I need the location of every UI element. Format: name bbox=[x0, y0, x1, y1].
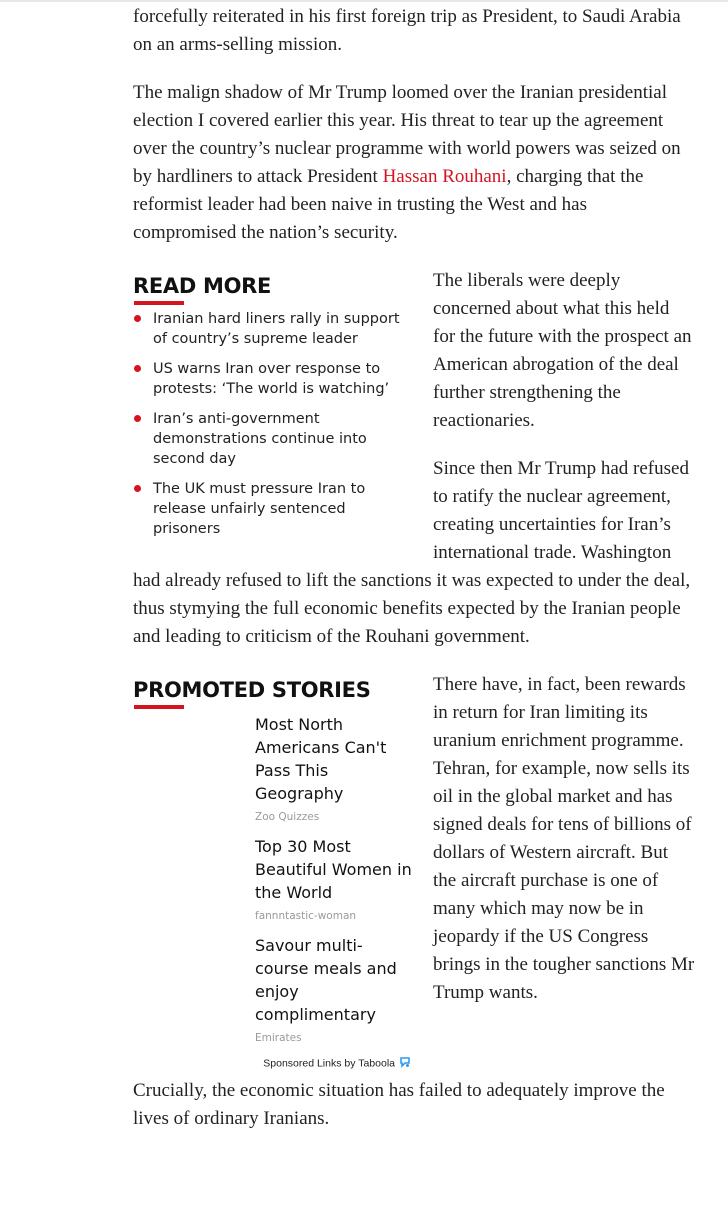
sponsored-links-text[interactable]: Sponsored Links by Taboola bbox=[263, 1057, 395, 1070]
read-more-list bbox=[133, 309, 415, 539]
article-paragraph-5: There have, in fact, been rewards in return for Iran limiting its uranium enrichment programme. Tehran, for example, now sells its oil in the global market and has signed deals for tens of billions of dollars of Western aircraft. But the aircraft purchase is one of many which may now be in jeopardy if the US Congress brings in the tougher sanctions Mr Trump wants. bbox=[433, 674, 695, 1003]
promoted-stories-heading bbox=[133, 673, 415, 713]
bullet-dot-icon bbox=[134, 415, 141, 422]
paragraph-text: , charging that the reformist leader had been naive in trusting the West and has compromised the nation’s security. bbox=[133, 166, 644, 243]
promoted-story[interactable] bbox=[133, 713, 415, 825]
read-more-item[interactable] bbox=[133, 359, 415, 399]
article-paragraph-1: forcefully reiterated in his first foreign trip as President, to Saudi Arabia on an arms-selling mission. bbox=[133, 6, 681, 55]
promoted-story[interactable] bbox=[133, 934, 415, 1046]
article-paragraph-2 bbox=[133, 79, 695, 247]
article-paragraph-6: Crucially, the economic situation has failed to adequately improve the lives of ordinary Iranians. bbox=[133, 1080, 665, 1129]
article-body bbox=[133, 3, 695, 1153]
top-divider bbox=[0, 0, 728, 2]
heading-underline bbox=[134, 301, 184, 305]
promoted-story-thumbnail[interactable] bbox=[133, 837, 243, 917]
promoted-story-thumbnail[interactable] bbox=[133, 715, 243, 795]
promoted-story-title[interactable]: Top 30 Most Beautiful Women in the World bbox=[255, 837, 412, 902]
hassan-rouhani-link[interactable]: Hassan Rouhani bbox=[382, 166, 507, 187]
read-more-link[interactable]: The UK must pressure Iran to release unfairly sentenced prisoners bbox=[153, 481, 366, 537]
promoted-story[interactable] bbox=[133, 835, 415, 924]
article-paragraph-3: The liberals were deeply concerned about what this held for the future with the prospect an American abrogation of the deal further strengthening the reactionaries. bbox=[433, 270, 692, 431]
read-more-link[interactable]: Iran’s anti-government demonstrations continue into second day bbox=[153, 411, 367, 467]
bullet-dot-icon bbox=[134, 315, 141, 322]
promoted-heading-text: PROMOTED STORIES bbox=[133, 678, 371, 702]
read-more-item[interactable] bbox=[133, 409, 415, 469]
read-more-box bbox=[133, 269, 415, 549]
read-more-item[interactable] bbox=[133, 479, 415, 539]
promoted-story-title[interactable]: Most North Americans Can't Pass This Geography bbox=[255, 715, 387, 803]
promoted-story-source: Zoo Quizzes bbox=[255, 811, 320, 823]
read-more-item[interactable] bbox=[133, 309, 415, 349]
bullet-dot-icon bbox=[134, 365, 141, 372]
heading-underline bbox=[134, 705, 184, 709]
read-more-link[interactable]: US warns Iran over response to protests: ‘The world is watching’ bbox=[153, 361, 390, 397]
article-paragraph-4: Since then Mr Trump had refused to ratify the nuclear agreement, creating uncertainties for Iran’s international trade. Washington had already refused to lift the sanctions it was expected to under the deal, thus stymying the full economic benefits expected by the Iranian people and leading to criticism of the Rouhani government. bbox=[133, 458, 691, 647]
bullet-dot-icon bbox=[134, 485, 141, 492]
sponsored-links-label[interactable] bbox=[133, 1056, 415, 1071]
read-more-link[interactable]: Iranian hard liners rally in support of country’s supreme leader bbox=[153, 311, 400, 347]
promoted-story-title[interactable]: Savour multi-course meals and enjoy complimentary bbox=[255, 936, 397, 1024]
promoted-story-source: Emirates bbox=[255, 1032, 302, 1044]
paragraph-text: The malign shadow of Mr Trump loomed over the Iranian presidential election I covered earlier this year. His threat to tear up the agreement over the country’s nuclear programme with world powers was seized on by hardliners to attack President bbox=[133, 82, 681, 187]
read-more-heading-text: READ MORE bbox=[133, 274, 272, 298]
promoted-story-source: fannntastic-woman bbox=[255, 910, 357, 922]
read-more-heading bbox=[133, 269, 415, 309]
promoted-story-thumbnail[interactable] bbox=[133, 936, 243, 1016]
taboola-logo-icon bbox=[399, 1056, 411, 1071]
promoted-stories-box bbox=[133, 673, 415, 1071]
